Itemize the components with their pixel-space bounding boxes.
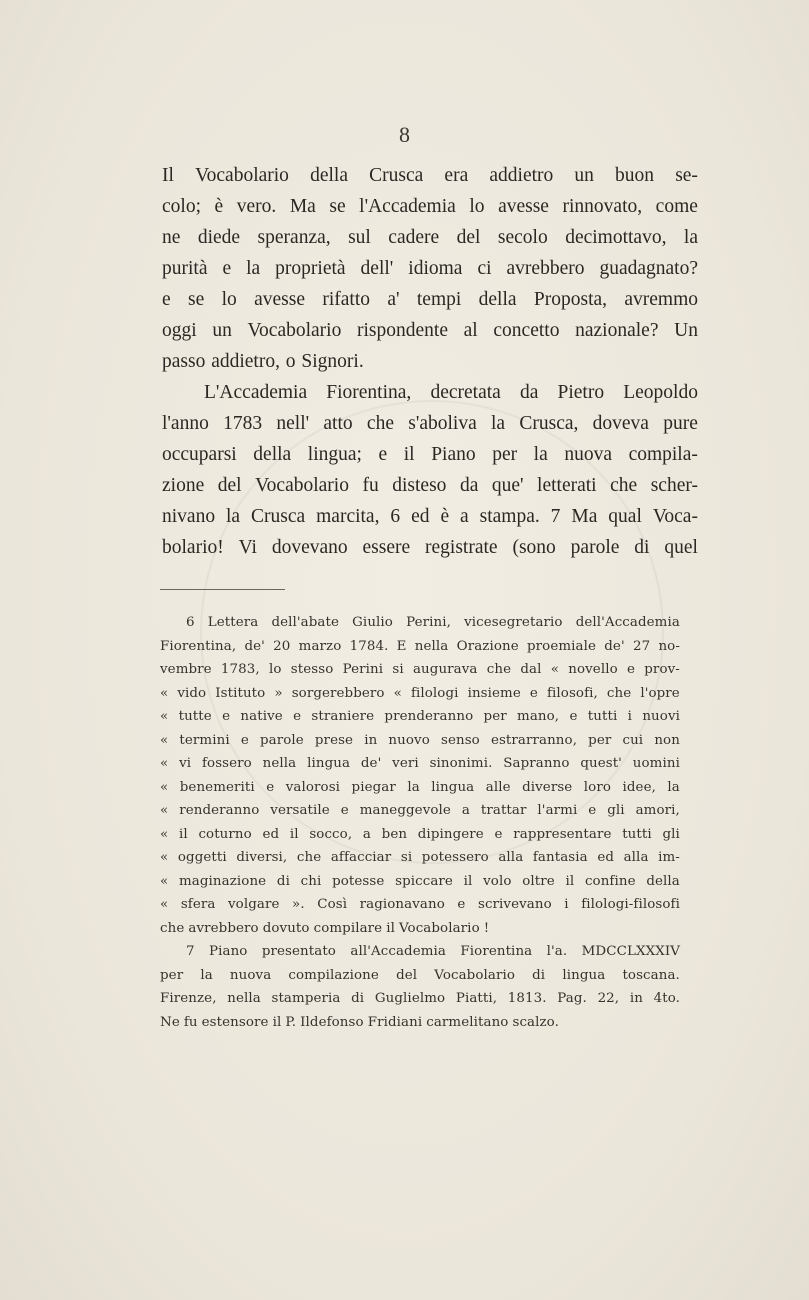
footnote-line: Fiorentina, de' 20 marzo 1784. E nella Orazione proemiale de' 27 no- (160, 638, 680, 654)
text-line: bolario! Vi dovevano essere registrate (sono parole di quel (162, 537, 698, 558)
footnote-line: « oggetti diversi, che affacciar si potessero alla fantasia ed alla im- (160, 850, 680, 865)
footnote-line: 7 Piano presentato all'Accademia Fiorentina l'a. MDCCLXXXIV (186, 944, 680, 959)
footnote-line: Firenze, nella stamperia di Guglielmo Piatti, 1813. Pag. 22, in 4to. (160, 991, 680, 1006)
text-line: ne diede speranza, sul cadere del secolo decimottavo, la (162, 227, 698, 248)
footnote-line: « benemeriti e valorosi piegar la lingua alle diverse loro idee, la (160, 779, 680, 795)
text-line: nivano la Crusca marcita, 6 ed è a stampa. 7 Ma qual Voca- (162, 506, 698, 527)
footnote-line: per la nuova compilazione del Vocabolario di lingua toscana. (160, 967, 680, 983)
text-line: L'Accademia Fiorentina, decretata da Pietro Leopoldo (204, 382, 698, 403)
footnote-line: vembre 1783, lo stesso Perini si augurava che dal « novello e prov- (160, 662, 680, 677)
footnote-line: « maginazione di chi potesse spiccare il volo oltre il confine della (160, 873, 680, 889)
footnote-line: « vido Istituto » sorgerebbero « filologi insieme e filosofi, che l'opre (160, 685, 680, 701)
text-line: zione del Vocabolario fu disteso da que' letterati che scher- (162, 475, 698, 496)
footnote-line: « termini e parole prese in nuovo senso estrarranno, per cui non (160, 732, 680, 748)
text-line: passo addietro, o Signori. (162, 351, 364, 372)
text-line: l'anno 1783 nell' atto che s'aboliva la Crusca, doveva pure (162, 413, 698, 434)
footnote-separator (160, 589, 285, 590)
footnote-line: 6 Lettera dell'abate Giulio Perini, vicesegretario dell'Accademia (186, 615, 680, 630)
text-line: e se lo avesse rifatto a' tempi della Proposta, avremmo (162, 289, 698, 310)
footnote-line: che avrebbero dovuto compilare il Vocabolario ! (160, 920, 490, 936)
footnote-line: « tutte e native e straniere prenderanno per mano, e tutti i nuovi (160, 709, 680, 724)
text-line: colo; è vero. Ma se l'Accademia lo avesse rinnovato, come (162, 196, 698, 217)
footnotes (160, 611, 680, 1034)
text-line: purità e la proprietà dell' idioma ci avrebbero guadagnato? (162, 258, 698, 279)
footnote-line: « il coturno ed il socco, a ben dipingere e rappresentare tutti gli (160, 826, 680, 842)
footnote-line: Ne fu estensore il P. Ildefonso Fridiani carmelitano scalzo. (160, 1014, 559, 1030)
footnote-line: « renderanno versatile e maneggevole a trattar l'armi e gli amori, (160, 803, 680, 818)
text-line: occuparsi della lingua; e il Piano per la nuova compila- (162, 444, 698, 465)
main-text (162, 160, 698, 563)
text-line: oggi un Vocabolario rispondente al concetto nazionale? Un (162, 320, 698, 341)
footnote-line: « vi fossero nella lingua de' veri sinonimi. Sapranno quest' uomini (160, 756, 680, 771)
text-line: Il Vocabolario della Crusca era addietro un buon se- (162, 165, 698, 186)
footnote-line: « sfera volgare ». Così ragionavano e scrivevano i filologi-filosofi (160, 897, 680, 912)
page-number: 8 (399, 122, 410, 147)
